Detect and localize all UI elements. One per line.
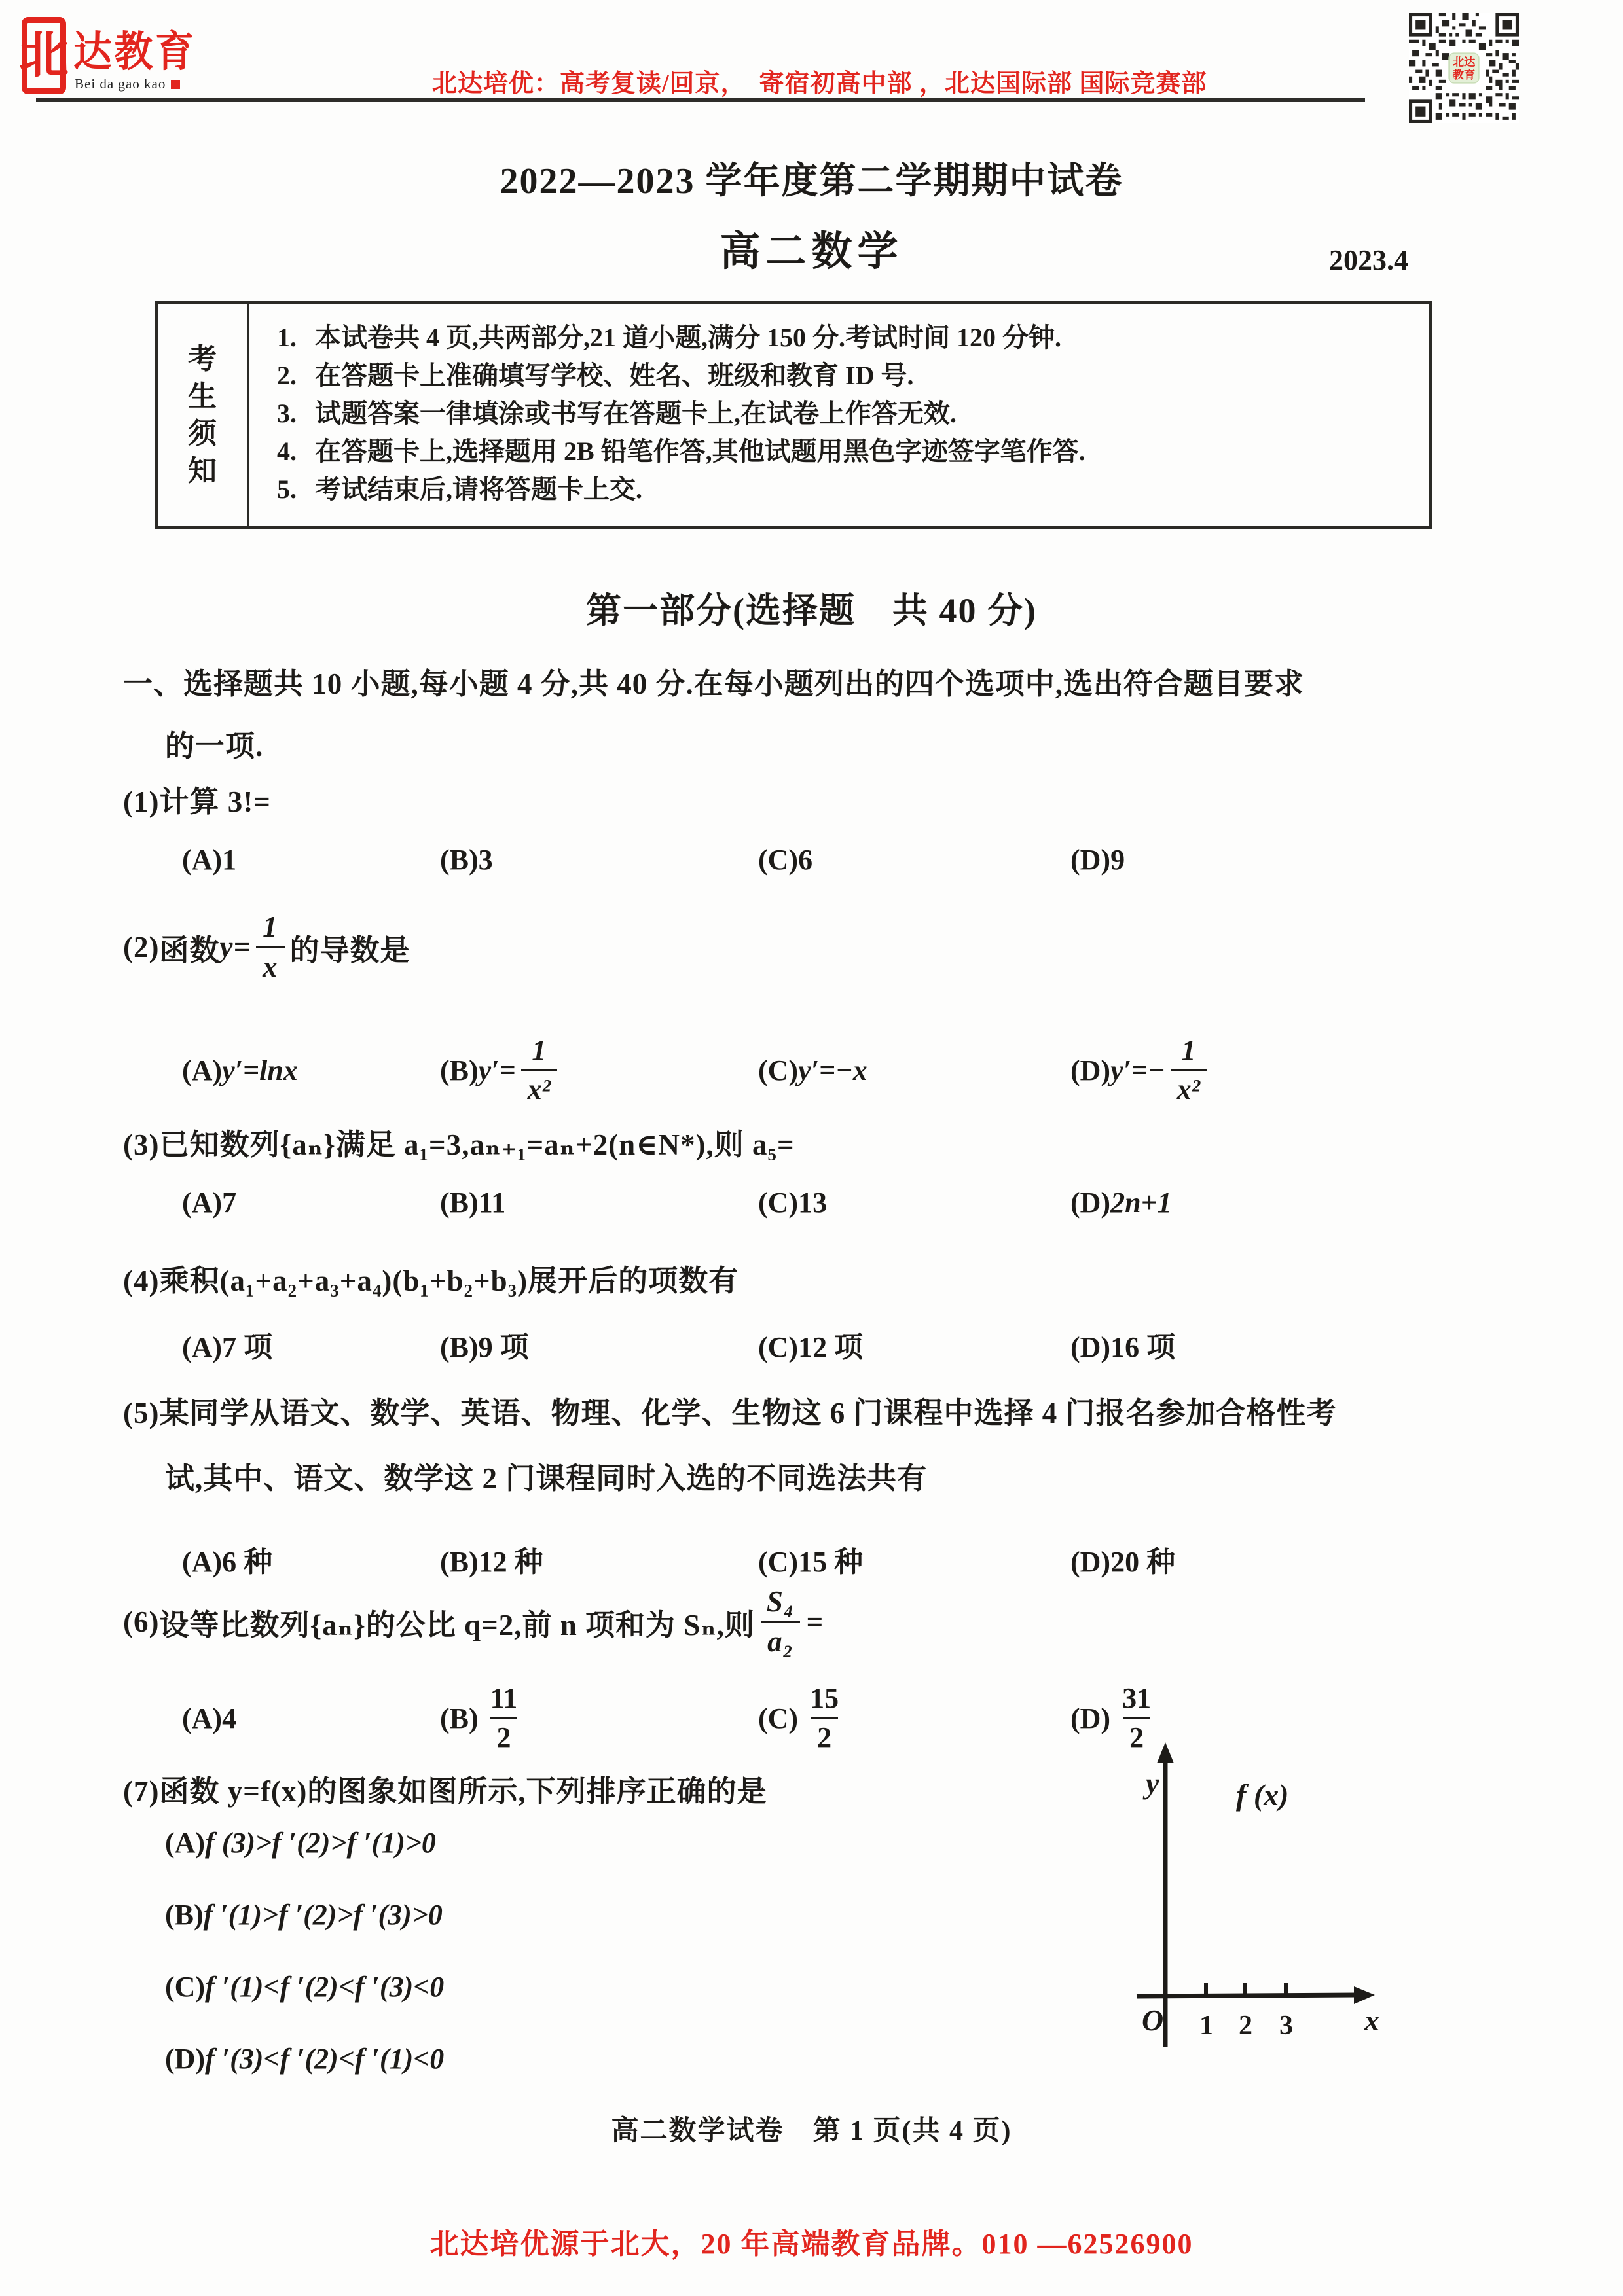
page-footer: 高二数学试卷 第 1 页(共 4 页) (611, 2116, 1012, 2146)
seal-character: 北 (19, 28, 69, 83)
bottom-brand-banner: 北达培优源于北大，20 年高端教育品牌。010 —62526900 (429, 2228, 1194, 2260)
option-label: (C) (758, 1331, 799, 1363)
notice-item-text: 本试卷共 4 页,共两部分,21 道小题,满分 150 分.考试时间 120 分钟. (315, 323, 1061, 352)
x-tick-label: 2 (1239, 2011, 1252, 2041)
question-5-stem-line1 (123, 1389, 1337, 1431)
option-label: (C) (758, 1702, 799, 1734)
option-label: (C) (758, 844, 799, 876)
option-label: (B) (165, 1899, 204, 1931)
fraction: $\frac{11}{2}$ (490, 1681, 518, 1753)
notice-item-text: 考试结束后,请将答题卡上交. (315, 475, 642, 504)
option-text: f (3)>f ′(2)>f ′(1)>0 (205, 1827, 436, 1859)
question-text: 已知数列{aₙ}满足 a₁=3,aₙ₊₁=aₙ+2(n∈N*),则 a₅= (159, 1128, 795, 1161)
q4-option-a (182, 1323, 272, 1365)
notice-label-char: 须 (188, 417, 217, 450)
option-label: (C) (758, 1054, 799, 1086)
brand-seal-logo (19, 17, 69, 94)
header-tagline: 北达培优：高考复读/回京， 寄宿初高中部 ，北达国际部 国际竞赛部 (432, 70, 1207, 98)
option-text: f ′(3)<f ′(2)<f ′(1)<0 (205, 2043, 445, 2075)
option-text: 13 (798, 1187, 828, 1219)
q7-option-c (165, 1970, 444, 2003)
q7-option-b (165, 1898, 443, 1931)
question-1-stem (123, 778, 271, 820)
q3-option-b (440, 1186, 505, 1219)
question-text: 乘积(a₁+a₂+a₃+a₄)(b₁+b₂+b₃)展开后的项数有 (159, 1265, 739, 1297)
question-4-stem (123, 1257, 739, 1299)
notice-items (277, 319, 1419, 509)
notice-label-char: 生 (188, 380, 217, 412)
option-text: 12 项 (798, 1331, 864, 1363)
question-3-stem (123, 1121, 795, 1163)
option-text: 16 项 (1110, 1331, 1176, 1363)
exam-title: 2022—2023 学年度第二学期期中试卷 (500, 161, 1123, 202)
notice-item (277, 471, 1419, 509)
qr-code (1409, 13, 1519, 123)
q2-option-b (440, 1021, 562, 1119)
notice-item-number: 1. (277, 323, 297, 352)
option-text: 7 (222, 1187, 237, 1219)
option-text: 15 种 (798, 1546, 864, 1578)
option-text: 11 (478, 1187, 506, 1219)
option-text: 4 (222, 1702, 237, 1734)
function-graph (1134, 1728, 1507, 2062)
fraction: $\frac{1}{\text{x²}}$ (1171, 1035, 1207, 1105)
q6-option-a (182, 1662, 236, 1774)
q2-option-a (182, 1021, 298, 1119)
notice-item-number: 2. (277, 361, 297, 390)
notice-label-char: 知 (188, 454, 217, 487)
option-label: (C) (758, 1187, 799, 1219)
qr-badge-text-line1: 北达 (1452, 56, 1476, 69)
option-text: 3 (478, 844, 493, 876)
q2-option-c (758, 1021, 867, 1119)
option-label: (C) (758, 1546, 799, 1578)
q3-option-d (1070, 1186, 1172, 1219)
candidate-notice-box (155, 301, 1432, 529)
question-text: 设等比数列{aₙ}的公比 q=2,前 n 项和为 Sₙ,则 (159, 1608, 755, 1641)
fraction: $\frac{31}{2}$ (1122, 1681, 1152, 1753)
option-label: (A) (182, 1331, 223, 1363)
option-label: (B) (440, 844, 479, 876)
option-text: 6 种 (222, 1546, 273, 1578)
fraction: $\frac{15}{2}$ (810, 1681, 839, 1753)
brand-subtitle (75, 76, 180, 92)
notice-item-text: 试题答案一律填涂或书写在答题卡上,在试卷上作答无效. (315, 399, 957, 428)
fraction: $\frac{1}{x}$ (256, 912, 285, 983)
option-text: y′= (478, 1054, 516, 1086)
option-label: (B) (440, 1546, 479, 1578)
option-text: 20 种 (1110, 1546, 1176, 1578)
option-label: (B) (440, 1054, 479, 1086)
option-text: y′=lnx (222, 1054, 298, 1086)
question-text: 函数 y=f(x)的图象如图所示,下列排序正确的是 (159, 1775, 767, 1808)
option-text: 6 (798, 844, 813, 876)
option-label: (B) (440, 1331, 479, 1363)
brand-name: 达教育 (73, 29, 196, 75)
question-text: 计算 3!= (159, 785, 271, 818)
option-label: (D) (1070, 1702, 1111, 1734)
notice-item (277, 395, 1419, 433)
notice-item (277, 357, 1419, 395)
x-tick-label: 3 (1279, 2011, 1293, 2041)
option-text: 7 项 (222, 1331, 273, 1363)
question-number: (2) (123, 931, 160, 963)
fraction: $\frac{1}{\text{x²}}$ (521, 1035, 557, 1105)
q4-option-b (440, 1323, 529, 1365)
notice-item-number: 3. (277, 399, 297, 428)
q4-option-d (1070, 1323, 1175, 1365)
option-text: f ′(1)<f ′(2)<f ′(3)<0 (205, 1971, 445, 2003)
option-label: (B) (440, 1702, 479, 1734)
notice-item (277, 319, 1419, 357)
red-square-icon (171, 80, 180, 89)
question-number: (6) (123, 1605, 160, 1638)
fraction: $\frac{\text{S₄}}{\text{a₂}}$ (760, 1587, 801, 1658)
x-axis-arrow (1354, 1986, 1375, 2004)
q6-option-c (758, 1662, 850, 1774)
option-label: (A) (182, 1702, 223, 1734)
question-text: = (806, 1605, 824, 1638)
header-divider (36, 98, 1365, 102)
q1-option-b (440, 843, 493, 876)
option-text: f ′(1)>f ′(2)>f ′(3)>0 (203, 1899, 443, 1931)
question-text: 函数 (159, 933, 220, 967)
q6-option-b (440, 1662, 529, 1774)
option-text: 2n+1 (1110, 1187, 1172, 1219)
option-text: y′=−x (798, 1054, 867, 1086)
option-label: (D) (1070, 1187, 1111, 1219)
option-label: (B) (440, 1187, 479, 1219)
question-text: 的导数是 (289, 933, 410, 967)
notice-item-number: 4. (277, 437, 297, 466)
option-label: (A) (182, 844, 223, 876)
notice-item-number: 5. (277, 475, 297, 504)
q2-option-d (1070, 1021, 1212, 1119)
exam-subject: 高二数学 (720, 230, 903, 274)
question-7-stem (123, 1767, 767, 1810)
curve-label: f (x) (1236, 1778, 1289, 1812)
option-label: (D) (1070, 1546, 1111, 1578)
option-label: (A) (182, 1187, 223, 1219)
question-2-stem (123, 898, 410, 996)
brand-subtitle-text: Bei da gao kao (75, 76, 166, 92)
exam-date: 2023.4 (1329, 244, 1408, 276)
question-5-stem-line2: 试,其中、语文、数学这 2 门课程同时入选的不同选法共有 (165, 1462, 928, 1495)
option-text: 12 种 (478, 1546, 543, 1578)
section-intro-line1: 一、选择题共 10 小题,每小题 4 分,共 40 分.在每小题列出的四个选项中,选出符合题目要求 (123, 668, 1305, 700)
option-text: y′=− (1110, 1054, 1165, 1086)
question-number: (1) (123, 785, 160, 818)
option-text: 1 (222, 844, 237, 876)
option-text: 9 (1110, 844, 1125, 876)
option-label: (D) (1070, 1331, 1111, 1363)
q3-option-c (758, 1186, 827, 1219)
q4-option-c (758, 1323, 863, 1365)
q7-option-a (165, 1826, 436, 1859)
y-axis-label: y (1146, 1767, 1159, 1800)
notice-item-text: 在答题卡上准确填写学校、姓名、班级和教育 ID 号. (315, 361, 914, 390)
origin-label: O (1142, 2003, 1164, 2037)
q1-option-d (1070, 843, 1125, 876)
q1-option-c (758, 843, 812, 876)
question-number: (3) (123, 1128, 160, 1161)
q1-option-a (182, 843, 236, 876)
math-expression: y= (219, 931, 251, 963)
option-text: 9 项 (478, 1331, 529, 1363)
qr-badge-text-line2: 教育 (1452, 68, 1476, 81)
option-label: (D) (1070, 844, 1111, 876)
option-label: (A) (165, 1827, 206, 1859)
question-text: 某同学从语文、数学、英语、物理、化学、生物这 6 门课程中选择 4 门报名参加合格性考 (159, 1397, 1337, 1429)
notice-label-column (158, 304, 249, 526)
x-axis-label: x (1364, 2003, 1379, 2037)
notice-label-char: 考 (188, 342, 217, 375)
option-label: (D) (1070, 1054, 1111, 1086)
x-tick-label: 1 (1199, 2011, 1213, 2041)
question-number: (5) (123, 1397, 160, 1429)
q3-option-a (182, 1186, 236, 1219)
part1-heading: 第一部分(选择题 共 40 分) (586, 591, 1037, 630)
question-6-stem (123, 1570, 824, 1674)
option-label: (C) (165, 1971, 206, 2003)
option-label: (A) (182, 1054, 223, 1086)
section-intro-line2: 的一项. (165, 730, 264, 762)
option-label: (D) (165, 2043, 206, 2075)
question-number: (4) (123, 1265, 160, 1297)
option-label: (A) (182, 1546, 223, 1578)
question-number: (7) (123, 1775, 160, 1808)
y-axis-arrow (1157, 1742, 1174, 1763)
q5-option-d (1070, 1538, 1175, 1580)
q7-option-d (165, 2042, 444, 2075)
notice-item-text: 在答题卡上,选择题用 2B 铅笔作答,其他试题用黑色字迹签字笔作答. (315, 437, 1085, 466)
notice-item (277, 433, 1419, 471)
